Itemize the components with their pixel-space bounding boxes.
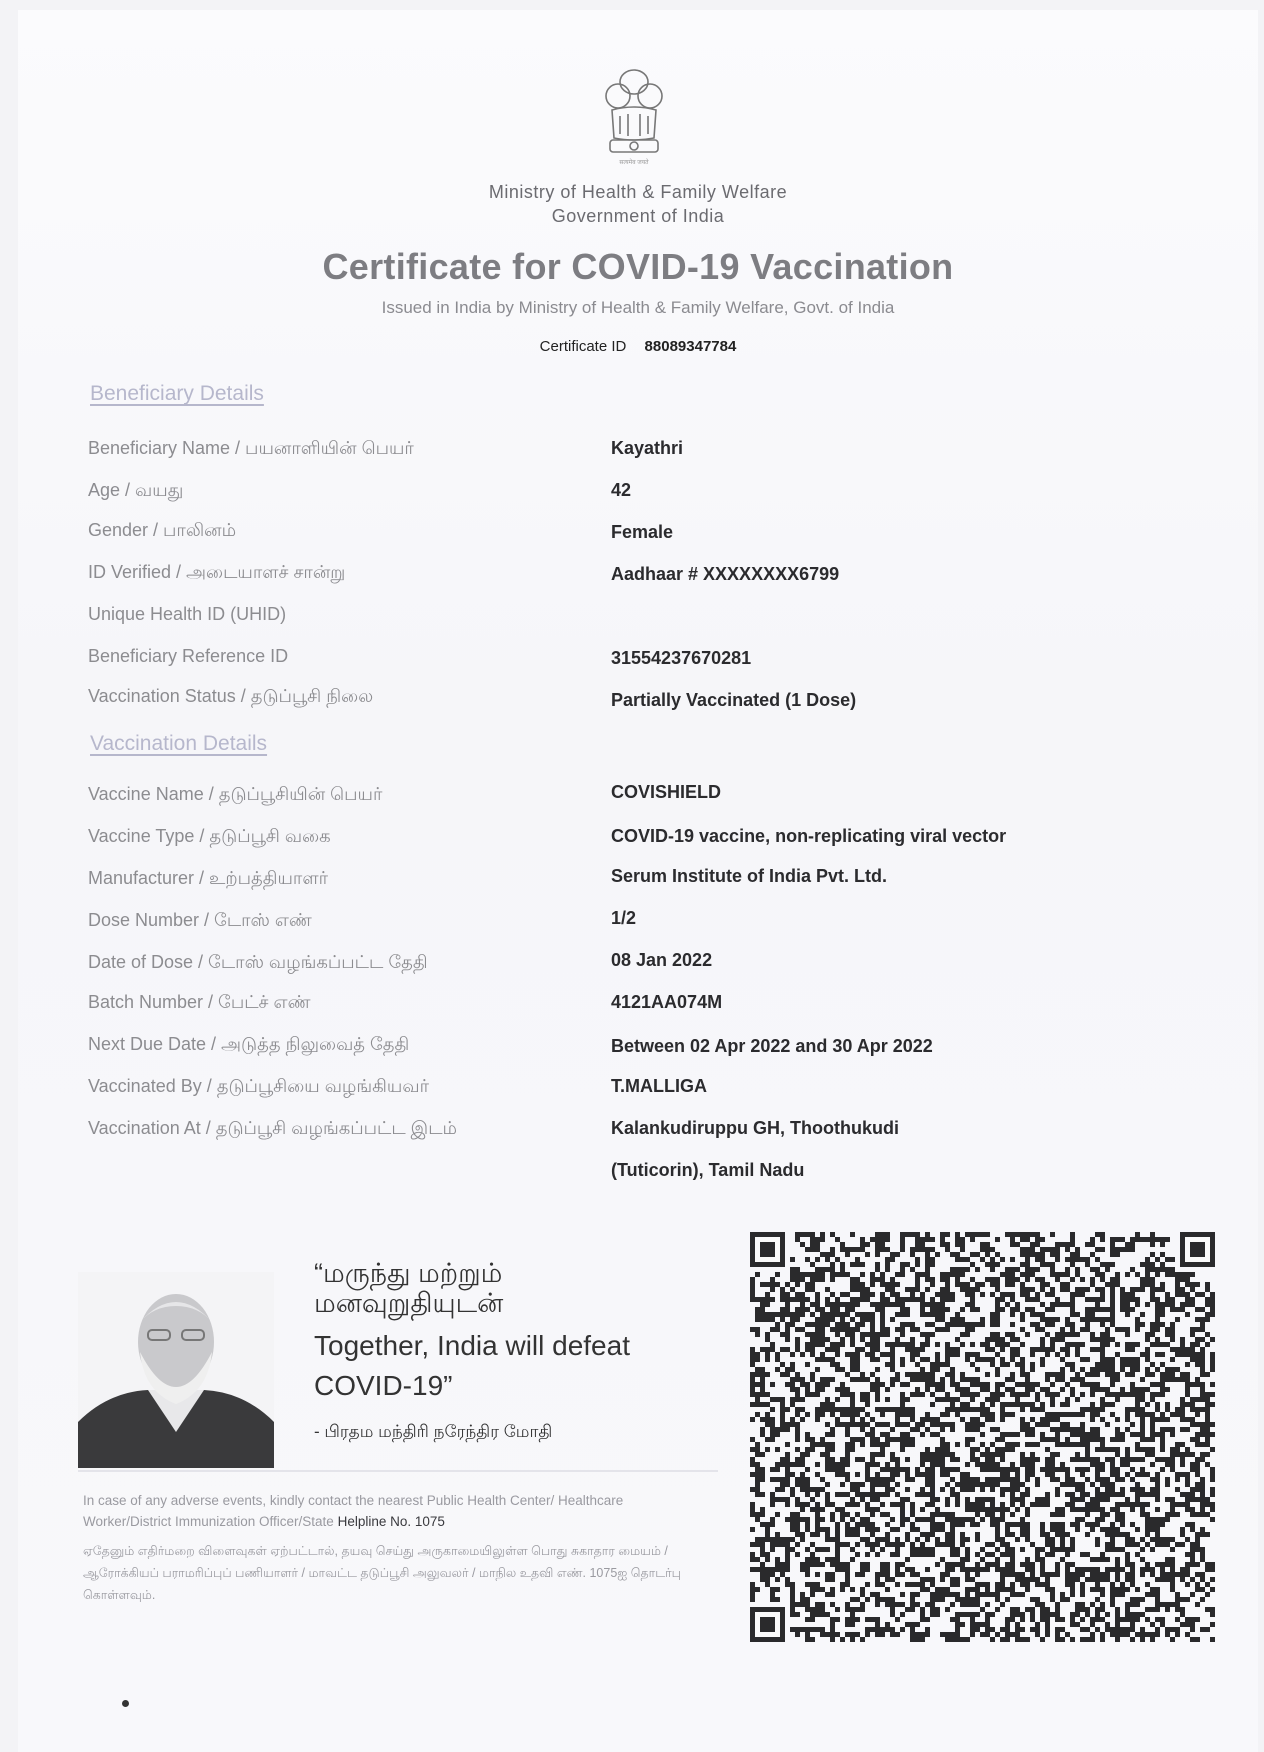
footer-divider bbox=[78, 1470, 718, 1472]
dose-number-value: 1/2 bbox=[611, 908, 637, 928]
issued-by: Issued in India by Ministry of Health & Family Welfare, Govt. of India bbox=[381, 298, 895, 317]
beneficiary-section-title: Beneficiary Details bbox=[90, 382, 264, 405]
vaccinated-by-value: T.MALLIGA bbox=[611, 1076, 707, 1096]
age-value: 42 bbox=[611, 480, 632, 500]
prime-minister-portrait-image bbox=[78, 1272, 274, 1468]
svg-text:सत्यमेव जयते: सत्यमेव जयते bbox=[619, 160, 649, 166]
gender-label: Gender / பாலினம் bbox=[88, 520, 237, 540]
next-due-date-value: Between 02 Apr 2022 and 30 Apr 2022 bbox=[611, 1036, 933, 1056]
vaccination-status-label: Vaccination Status / தடுப்பூசி நிலை bbox=[88, 686, 374, 706]
dose-number-label: Dose Number / டோஸ் எண் bbox=[88, 910, 312, 930]
quote-attribution: - பிரதம மந்திரி நரேந்திர மோதி bbox=[314, 1422, 553, 1441]
manufacturer-label: Manufacturer / உற்பத்தியாளர் bbox=[88, 868, 328, 888]
vaccine-name-value: COVISHIELD bbox=[611, 782, 722, 802]
certificate-id-label: Certificate ID bbox=[539, 338, 627, 355]
vaccine-name-label: Vaccine Name / தடுப்பூசியின் பெயர் bbox=[88, 784, 383, 804]
reference-id-label: Beneficiary Reference ID bbox=[88, 646, 289, 666]
dose-date-label: Date of Dose / டோஸ் வழங்கப்பட்ட தேதி bbox=[88, 952, 428, 972]
vaccination-at-value-line2: (Tuticorin), Tamil Nadu bbox=[611, 1160, 805, 1180]
reference-id-value: 31554237670281 bbox=[611, 648, 752, 668]
quote-english-line1: Together, India will defeat bbox=[314, 1330, 630, 1361]
beneficiary-name-value: Kayathri bbox=[611, 438, 684, 458]
vaccinated-by-label: Vaccinated By / தடுப்பூசியை வழங்கியவர் bbox=[88, 1076, 429, 1096]
vaccination-status-value: Partially Vaccinated (1 Dose) bbox=[611, 690, 857, 710]
manufacturer-value: Serum Institute of India Pvt. Ltd. bbox=[611, 866, 888, 886]
vaccination-section-title: Vaccination Details bbox=[90, 732, 268, 755]
vaccination-at-value: Kalankudiruppu GH, Thoothukudi bbox=[611, 1118, 899, 1138]
adverse-events-notice bbox=[83, 1490, 693, 1532]
dose-date-value: 08 Jan 2022 bbox=[611, 950, 713, 970]
quote-tamil-line2: மனவுறுதியுடன் bbox=[314, 1288, 504, 1318]
quote-english-line2: COVID-19” bbox=[314, 1370, 453, 1401]
uhid-label: Unique Health ID (UHID) bbox=[88, 604, 287, 624]
batch-number-value: 4121AA074M bbox=[611, 992, 723, 1012]
helpline-number: Helpline No. 1075 bbox=[337, 1514, 445, 1529]
adverse-events-text: In case of any adverse events, kindly contact the nearest Public Health Center/ Healthcare Worker/District Immunization Officer/State bbox=[83, 1493, 624, 1529]
id-verified-value: Aadhaar # XXXXXXXX6799 bbox=[611, 564, 840, 584]
quote-block bbox=[314, 1258, 630, 1444]
beneficiary-name-label: Beneficiary Name / பயனாளியின் பெயர் bbox=[88, 438, 414, 458]
certificate-id-value: 88089347784 bbox=[644, 338, 737, 355]
certificate-title: Certificate for COVID-19 Vaccination bbox=[322, 246, 954, 287]
state-emblem-icon bbox=[598, 60, 670, 170]
certificate-id-row bbox=[18, 338, 1258, 355]
age-label: Age / வயது bbox=[88, 480, 184, 500]
government-name: Government of India bbox=[551, 206, 725, 226]
next-due-date-label: Next Due Date / அடுத்த நிலுவைத் தேதி bbox=[88, 1034, 410, 1054]
qr-code-image bbox=[750, 1232, 1216, 1642]
scan-speck bbox=[122, 1700, 129, 1707]
vaccination-at-label: Vaccination At / தடுப்பூசி வழங்கப்பட்ட இடம் bbox=[88, 1118, 457, 1138]
adverse-events-notice-tamil: ஏதேனும் எதிர்மறை விளைவுகள் ஏற்பட்டால், தயவு செய்து அருகாமையிலுள்ள பொது சுகாதார மையம் / ஆரோக்கியப் பராமரிப்புப் பணியாளர் / மாவட்ட தடுப்பூசி அலுவலர் / மாநில உதவி எண். 1075ஐ தொடர்பு கொள்ளவும். bbox=[83, 1544, 681, 1602]
gender-value: Female bbox=[611, 522, 674, 542]
quote-tamil-line1: “மருந்து மற்றும் bbox=[314, 1258, 503, 1288]
ministry-name: Ministry of Health & Family Welfare bbox=[488, 182, 788, 202]
vaccine-type-value: COVID-19 vaccine, non-replicating viral vector bbox=[611, 826, 1007, 846]
vaccine-type-label: Vaccine Type / தடுப்பூசி வகை bbox=[88, 826, 331, 846]
certificate-page bbox=[18, 10, 1258, 1752]
id-verified-label: ID Verified / அடையாளச் சான்று bbox=[88, 562, 346, 582]
batch-number-label: Batch Number / பேட்ச் எண் bbox=[88, 992, 311, 1012]
